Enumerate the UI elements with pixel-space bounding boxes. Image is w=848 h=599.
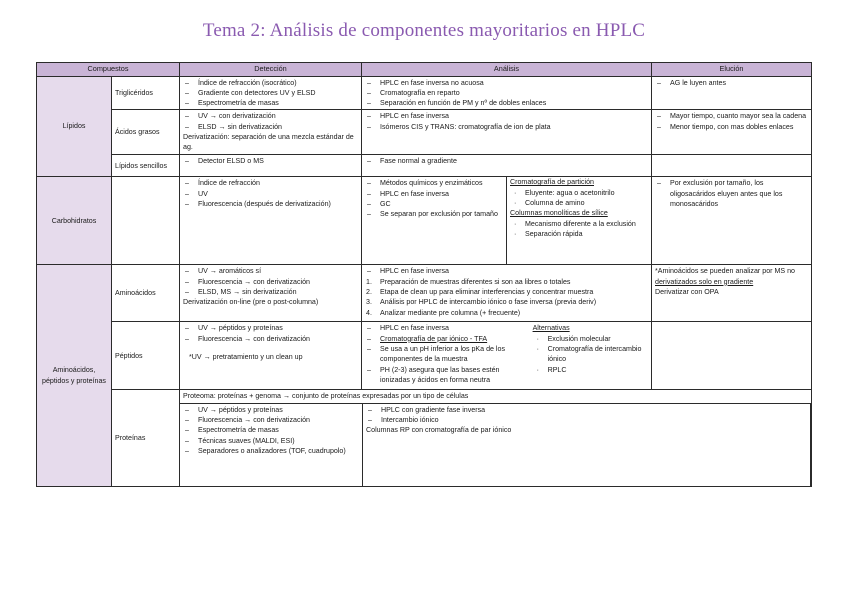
analisis-lipidos-sencillos: [362, 155, 652, 177]
proteoma-text: Proteoma: proteínas + genoma → conjunto de proteínas expresadas por un tipo de células: [180, 390, 811, 403]
header-compuestos: Compuestos: [37, 63, 180, 77]
alternativas-heading: Alternativas: [532, 324, 570, 333]
note-text-part: *Aminoácidos se pueden analizar por MS no: [655, 267, 795, 276]
sub-trigliceridos: Triglicéridos: [112, 76, 180, 110]
sub-aminoacidos: Aminoácidos: [112, 265, 180, 322]
list-item: – ELSD, MS → sin derivatización: [183, 287, 358, 297]
analisis-proteinas: [363, 404, 811, 486]
elucion-aminoacidos: [652, 265, 812, 322]
list-item: – PH (2-3) asegura que las bases estén ionizadas y ácidos en forma neutra: [365, 365, 527, 386]
list-item: – UV → péptidos y proteínas: [183, 405, 359, 415]
header-row: [37, 63, 812, 77]
note-text: *UV → pretratamiento y un clean up: [189, 352, 303, 361]
elucion-trigliceridos: [652, 76, 812, 110]
list-item: – Índice de refracción: [183, 178, 358, 188]
list-item: · Mecanismo diferente a la exclusión: [510, 219, 648, 229]
header-elucion: Elución: [652, 63, 812, 77]
list-item: – Fase normal a gradiente: [365, 156, 648, 166]
list-item: – Fluorescencia → con derivatización: [183, 334, 358, 344]
list-item: – Por exclusión por tamaño, los oligosacáridos eluyen antes que los monosacáridos: [655, 178, 808, 209]
silice-heading: Columnas monolíticas de sílice: [510, 209, 608, 218]
list-item: – Métodos químicos y enzimáticos: [365, 178, 503, 188]
list-item: – HPLC en fase inversa: [365, 323, 527, 333]
group-aminoacidos-peptidos-proteinas: Aminoácidos, péptidos y proteínas: [37, 265, 112, 486]
list-item: – HPLC en fase inversa no acuosa: [365, 78, 648, 88]
elucion-peptidos: [652, 322, 812, 390]
list-item: Análisis por HPLC de intercambio iónico o fase inversa (previa deriv): [380, 298, 597, 307]
list-item: – Detector ELSD o MS: [183, 156, 358, 166]
list-item: – Intercambio iónico: [366, 415, 807, 425]
list-item: – UV: [183, 189, 358, 199]
list-item: · Eluyente: agua o acetonitrilo: [510, 188, 648, 198]
list-item: – UV → con derivatización: [183, 111, 358, 121]
list-item: – Se separan por exclusión por tamaño: [365, 209, 503, 219]
row-acidos-grasos: [37, 110, 812, 155]
sub-carbohidratos: [112, 177, 180, 265]
list-item: – Separadores o analizadores (TOF, cuadrupolo): [183, 446, 359, 456]
list-item: · Cromatografía de intercambio iónico: [533, 344, 648, 365]
list-item: – Índice de refracción (isocrático): [183, 78, 358, 88]
deteccion-proteinas: [180, 404, 363, 486]
list-item: – HPLC en fase inversa: [365, 111, 648, 121]
deteccion-aminoacidos: [180, 265, 362, 322]
elucion-carbohidratos: [652, 177, 812, 265]
header-deteccion: Detección: [180, 63, 362, 77]
list-item: – Gradiente con detectores UV y ELSD: [183, 88, 358, 98]
header-analisis: Análisis: [362, 63, 652, 77]
note-text: Derivatización: separación de una mezcla estándar de ag.: [183, 132, 354, 152]
row-lipidos-sencillos: [37, 155, 812, 177]
sub-proteinas: Proteínas: [112, 390, 180, 486]
list-item: – Mayor tiempo, cuanto mayor sea la cadena: [655, 111, 808, 121]
list-item: – Isómeros CIS y TRANS: cromatografía de ion de plata: [365, 122, 648, 132]
row-carbohidratos: [37, 177, 812, 265]
list-item: – AG le luyen antes: [655, 78, 808, 88]
list-item: – Fluorescencia → con derivatización: [183, 277, 358, 287]
list-item: – Técnicas suaves (MALDI, ESI): [183, 436, 359, 446]
analisis-carbohidratos: [362, 177, 652, 265]
deteccion-acidos-grasos: [180, 110, 362, 155]
list-item: – HPLC con gradiente fase inversa: [366, 405, 807, 415]
list-item: – Cromatografía en reparto: [365, 88, 648, 98]
analisis-trigliceridos: [362, 76, 652, 110]
deteccion-peptidos: [180, 322, 362, 390]
sub-acidos-grasos: Ácidos grasos: [112, 110, 180, 155]
note-text: Derivatización on-line (pre o post-columna): [183, 298, 319, 307]
elucion-acidos-grasos: [652, 110, 812, 155]
row-trigliceridos: [37, 76, 812, 110]
list-item: – Menor tiempo, con mas dobles enlaces: [655, 122, 808, 132]
sub-lipidos-sencillos: Lípidos sencillos: [112, 155, 180, 177]
sub-peptidos: Péptidos: [112, 322, 180, 390]
list-item: – UV → péptidos y proteínas: [183, 323, 358, 333]
list-item: Etapa de clean up para eliminar interferencias y concentrar muestra: [380, 287, 594, 296]
list-item: – HPLC en fase inversa: [365, 189, 503, 199]
analisis-peptidos: [362, 322, 652, 390]
list-item: · Columna de amino: [510, 198, 648, 208]
hplc-table: [36, 62, 812, 487]
page-title: Tema 2: Análisis de componentes mayoritarios en HPLC: [202, 20, 646, 41]
row-aminoacidos: [37, 265, 812, 322]
group-carbohidratos: Carbohidratos: [37, 177, 112, 265]
proteinas-content: [180, 390, 812, 486]
list-item: – HPLC en fase inversa: [365, 266, 648, 276]
list-item: – ELSD → sin derivatización: [183, 122, 358, 132]
list-item: – Fluorescencia (después de derivatización): [183, 199, 358, 209]
list-item: – UV → aromáticos sí: [183, 266, 358, 276]
list-item: Preparación de muestras diferentes si son aa libres o totales: [380, 277, 571, 286]
analisis-aminoacidos: [362, 265, 652, 322]
list-item: – GC: [365, 199, 503, 209]
list-item: – Separación en función de PM y nº de dobles enlaces: [365, 98, 648, 108]
row-proteinas: [37, 390, 812, 486]
note-text-underlined: derivatizados solo en gradiente: [655, 277, 754, 286]
deteccion-lipidos-sencillos: [180, 155, 362, 177]
particion-heading: Cromatografía de partición: [510, 178, 594, 187]
elucion-lipidos-sencillos: [652, 155, 812, 177]
note-text: [655, 266, 808, 287]
note-text: Derivatizar con OPA: [655, 287, 719, 296]
group-lipidos: Lípidos: [37, 76, 112, 177]
list-item: – Espectrometría de masas: [183, 425, 359, 435]
analisis-acidos-grasos: [362, 110, 652, 155]
list-item: · Separación rápida: [510, 229, 648, 239]
deteccion-trigliceridos: [180, 76, 362, 110]
list-item: Analizar mediante pre columna (+ frecuente): [380, 308, 521, 317]
deteccion-carbohidratos: [180, 177, 362, 265]
list-item: – Espectrometría de masas: [183, 98, 358, 108]
row-peptidos: [37, 322, 812, 390]
note-text: Columnas RP con cromatografía de par iónico: [366, 426, 512, 435]
list-item: · RPLC: [533, 365, 648, 375]
list-item: – Cromatografía de par iónico - TFA: [365, 334, 527, 344]
list-item: – Se usa a un pH inferior a los pKa de los componentes de la muestra: [365, 344, 527, 365]
list-item: – Fluorescencia → con derivatización: [183, 415, 359, 425]
list-item: · Exclusión molecular: [533, 334, 648, 344]
